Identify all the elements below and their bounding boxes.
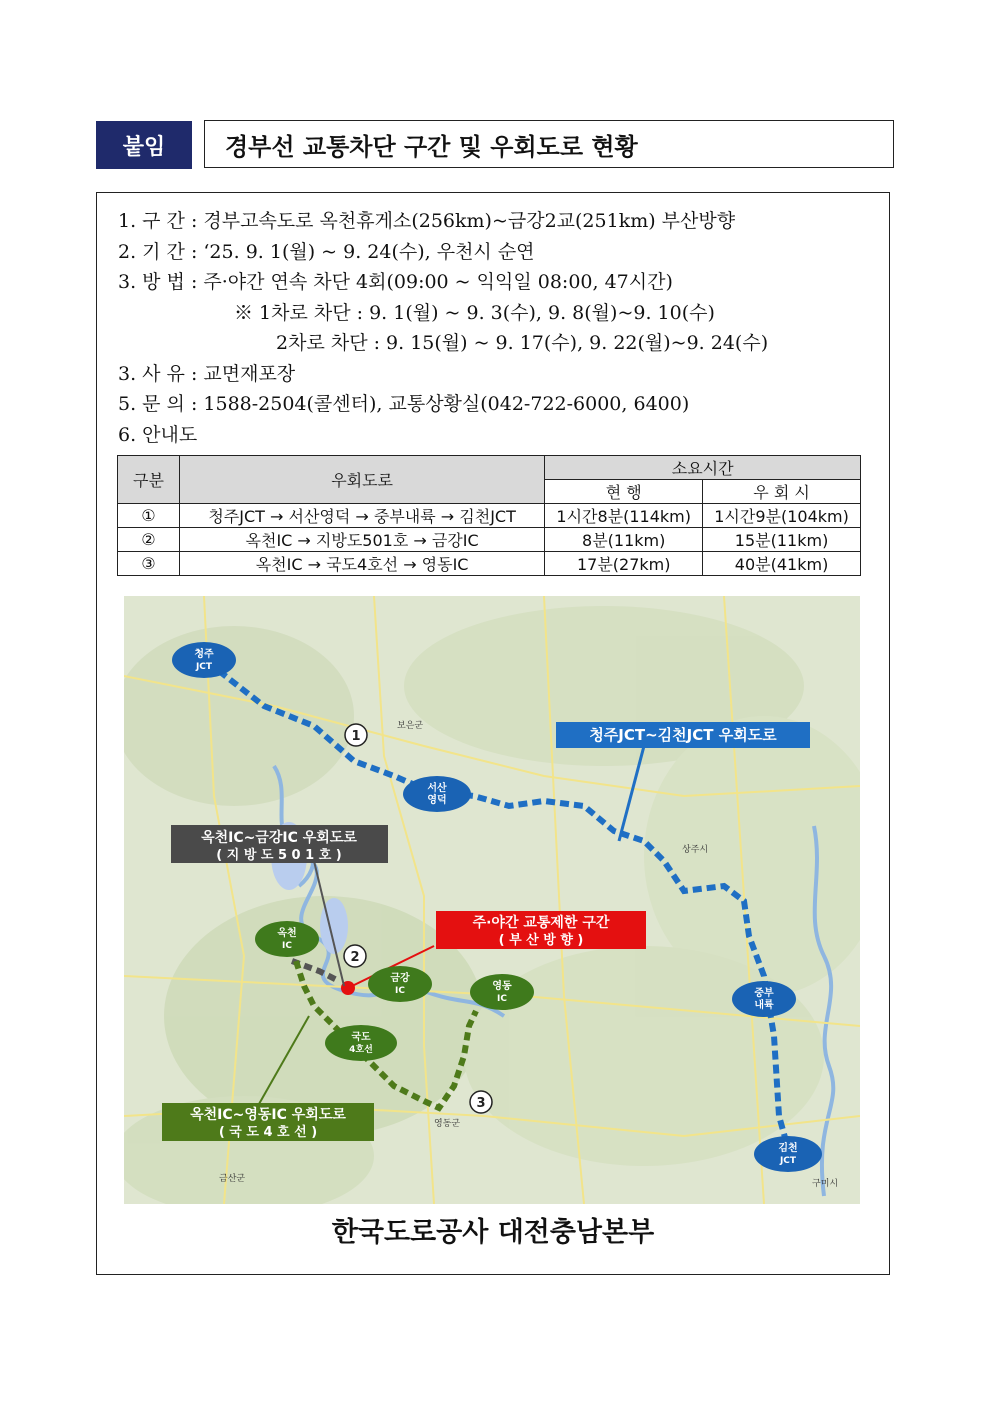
callout-route1-text: 청주JCT~김천JCT 우회도로: [589, 726, 777, 744]
row-detour: 40분(41km): [703, 552, 861, 576]
marker-1: [345, 724, 367, 746]
node-yeongdong-ic: [470, 974, 534, 1010]
node-seosan-label2: 영덕: [427, 795, 447, 806]
node-okcheon-label2: IC: [282, 941, 292, 951]
node-gimcheon-label2: JCT: [779, 1156, 797, 1166]
table-row: [118, 504, 861, 528]
row-route: 옥천IC → 지방도501호 → 금강IC: [179, 528, 544, 552]
row-no: ②: [118, 528, 180, 552]
row-detour: 15분(11km): [703, 528, 861, 552]
header-time: 소요시간: [545, 456, 861, 480]
item-method: 3. 방 법 : 주·야간 연속 차단 4회(09:00 ~ 익익일 08:00, 47시간): [118, 271, 673, 293]
node-gimcheon-label1: 김천: [778, 1143, 798, 1154]
node-seosan: [403, 776, 471, 812]
callout-route2-line1: 옥천IC~금강IC 우회도로: [201, 830, 357, 846]
row-detour: 1시간9분(104km): [703, 504, 861, 528]
callout-route3-line2: ( 국 도 4 호 선 ): [218, 1125, 318, 1140]
place-geumsan: 금산군: [219, 1174, 246, 1184]
table-row: [118, 528, 861, 552]
header-category: 구분: [118, 456, 180, 504]
item-reason: 3. 사 유 : 교면재포장: [118, 362, 296, 385]
table-row: [118, 552, 861, 576]
row-current: 1시간8분(114km): [545, 504, 703, 528]
place-sangju: 상주시: [682, 845, 709, 855]
footer-organization: 한국도로공사 대전충남본부: [331, 1217, 655, 1248]
place-yeongdong-gun: 영동군: [434, 1119, 461, 1129]
callout-route1: [556, 722, 810, 748]
item-contact: 5. 문 의 : 1588-2504(콜센터), 교통상황실(042-722-6000, 6400): [118, 393, 690, 415]
page-title: [204, 120, 894, 168]
callout-route3-line1: 옥천IC~영동IC 우회도로: [190, 1107, 346, 1123]
node-okcheon-ic: [255, 921, 319, 957]
detour-table: [117, 455, 861, 576]
callout-closure-line2: ( 부 산 방 향 ): [498, 933, 584, 948]
row-no: ③: [118, 552, 180, 576]
item-guide: 6. 안내도: [118, 423, 198, 446]
item-lane1: ※ 1차로 차단 : 9. 1(월) ~ 9. 3(수), 9. 8(월)~9. 10(수): [234, 301, 715, 324]
item-period: 2. 기 간 : ‘25. 9. 1(월) ~ 9. 24(수), 우천시 순연: [118, 240, 535, 263]
callout-closure: [436, 911, 646, 949]
callout-route2-line2: ( 지 방 도 5 0 1 호 ): [216, 848, 342, 863]
node-yeongdong-label2: IC: [497, 994, 507, 1004]
node-jungbu-label2: 내륙: [754, 1000, 774, 1011]
node-national4-label1: 국도: [351, 1032, 371, 1043]
node-jungbu-label1: 중부: [754, 988, 774, 999]
node-cheongju-label2: JCT: [195, 662, 213, 672]
marker-2: [344, 945, 366, 967]
place-boeun: 보은군: [397, 721, 424, 731]
place-gumi: 구미시: [812, 1179, 839, 1189]
info-list: [118, 206, 878, 450]
node-jungbu: [732, 981, 796, 1017]
node-okcheon-label1: 옥천: [277, 928, 297, 939]
marker-3: [470, 1091, 492, 1113]
node-geumgang-ic: [368, 966, 432, 1002]
row-route: 청주JCT → 서산영덕 → 중부내륙 → 김천JCT: [179, 504, 544, 528]
node-national4-label2: 4호선: [349, 1045, 373, 1055]
header-detour: 우 회 시: [703, 480, 861, 504]
marker-3-label: 3: [476, 1096, 486, 1111]
callout-route3: [162, 1103, 374, 1141]
node-cheongju-jct: [172, 642, 236, 678]
marker-2-label: 2: [350, 950, 360, 965]
item-section: 1. 구 간 : 경부고속도로 옥천휴게소(256km)~금강2교(251km) 부산방향: [118, 210, 736, 232]
node-gimcheon-jct: [754, 1136, 822, 1172]
node-national4: [325, 1025, 397, 1061]
row-current: 8분(11km): [545, 528, 703, 552]
item-lane2: 2차로 차단 : 9. 15(월) ~ 9. 17(수), 9. 22(월)~9. 24(수): [276, 332, 769, 354]
header-current: 현 행: [545, 480, 703, 504]
callout-closure-line1: 주·야간 교통제한 구간: [472, 915, 610, 931]
header-route: 우회도로: [179, 456, 544, 504]
node-cheongju-label1: 청주: [194, 649, 214, 660]
detour-map: [124, 596, 860, 1204]
node-geumgang-label1: 금강: [390, 973, 410, 984]
node-geumgang-label2: IC: [395, 986, 405, 996]
attachment-tag: 붙임: [96, 121, 192, 169]
marker-1-label: 1: [351, 729, 361, 744]
callout-route2: [171, 825, 388, 863]
row-route: 옥천IC → 국도4호선 → 영동IC: [179, 552, 544, 576]
node-seosan-label1: 서산: [427, 783, 447, 794]
row-no: ①: [118, 504, 180, 528]
title-text: 경부선 교통차단 구간 및 우회도로 현황: [225, 132, 638, 161]
row-current: 17분(27km): [545, 552, 703, 576]
node-yeongdong-label1: 영동: [492, 981, 512, 992]
